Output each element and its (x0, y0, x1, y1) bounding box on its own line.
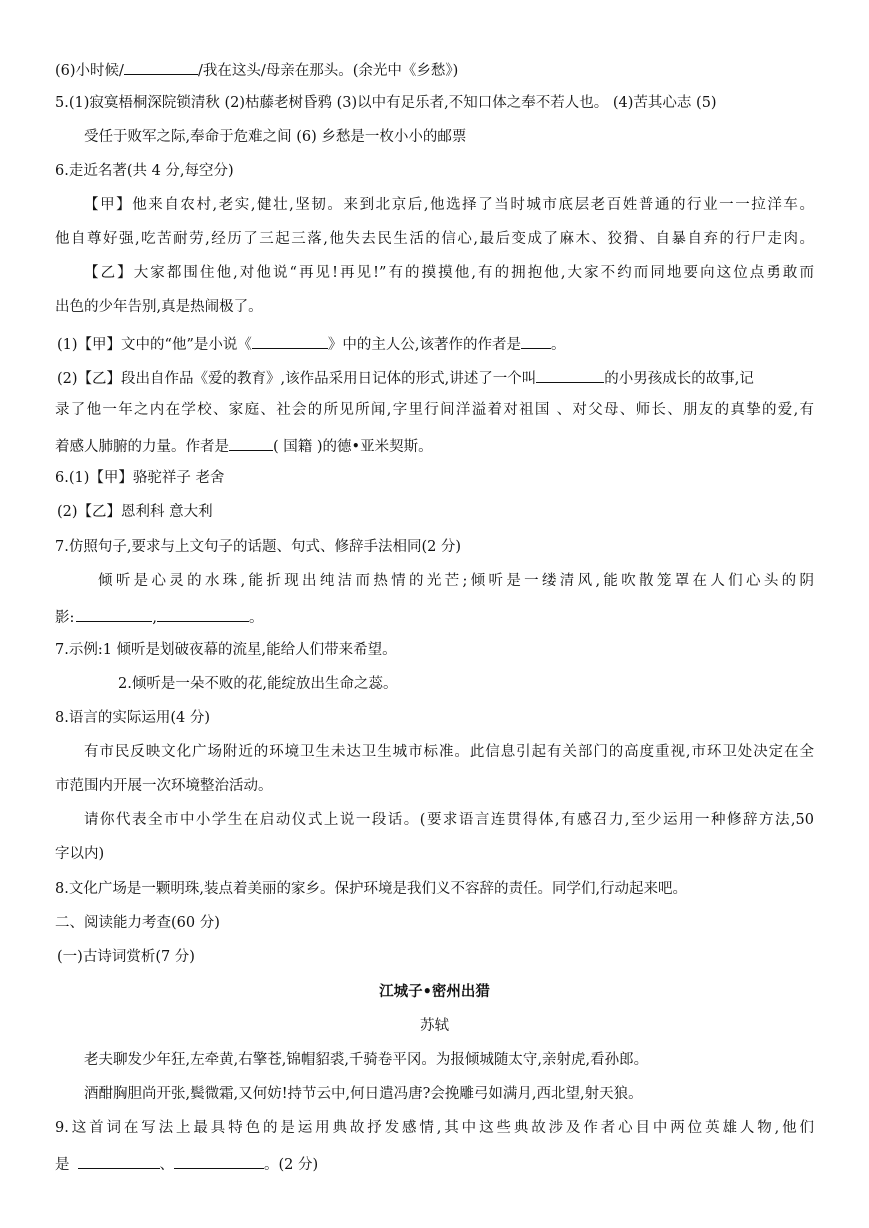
text: 。(2 分) (264, 1157, 319, 1173)
answer-5-line1: 5.(1)寂寞梧桐深院锁清秋 (2)枯藤老树昏鸦 (3)以中有足乐者,不知口体之奉不若人也。 (4)苦其心志 (5) (55, 95, 717, 111)
passage-jia-line1: 【甲】他来自农村,老实,健壮,坚韧。来到北京后,他选择了当时城市底层老百姓普通的行业一一拉洋车。 (84, 197, 814, 213)
q9-line1: 9.这首词在写法上最具特色的是运用典故抒发感情,其中这些典故涉及作者心目中两位英雄人物,他们 (55, 1120, 814, 1136)
q6-6-line (55, 58, 458, 81)
q6-2-line2: 录了他一年之内在学校、家庭、社会的所见所闻,字里行间洋溢着对祖国 、对父母、师长、朋友的真挚的爱,有 (55, 402, 814, 418)
q7-title: 7.仿照句子,要求与上文句子的话题、句式、修辞手法相同(2 分) (55, 539, 462, 555)
text: 、 (159, 1157, 174, 1173)
answer-6-2: (2)【乙】恩利科 意大利 (57, 504, 213, 520)
text: , (152, 610, 157, 626)
answer-8: 8.文化广场是一颗明珠,装点着美丽的家乡。保护环境是我们义不容辞的责任。同学们,行动起来吧。 (55, 881, 688, 897)
answer-blank (521, 332, 551, 349)
q8-para1-line2: 市范围内开展一次环境整治活动。 (55, 778, 273, 794)
answer-blank (252, 332, 328, 349)
q9-line2 (55, 1152, 318, 1175)
text: 。 (550, 337, 566, 353)
answer-7-2: 2.倾听是一朵不败的花,能绽放出生命之蕊。 (118, 676, 398, 692)
q8-para1-line1: 有市民反映文化广场附近的环境卫生未达卫生城市标准。此信息引起有关部门的高度重视,市环卫处决定在全 (84, 744, 814, 760)
passage-yi-line2: 出色的少年告别,真是热闹极了。 (55, 299, 263, 315)
answer-blank (78, 1152, 160, 1169)
poem-author: 苏轼 (420, 1018, 449, 1034)
q8-para2-line2: 字以内) (55, 846, 105, 862)
q7-text-line2 (55, 605, 264, 628)
answer-blank (174, 1152, 264, 1169)
answer-blank (124, 58, 198, 75)
text: 》中的主人公,该著作的作者是 (327, 337, 521, 353)
answer-6-1: 6.(1)【甲】骆驼祥子 老舍 (55, 470, 225, 486)
text: (2)【乙】段出自作品《爱的教育》,该作品采用日记体的形式,讲述了一个叫 (57, 371, 537, 387)
text: /我在这头/母亲在那头。(余光中《乡愁》) (197, 63, 459, 79)
answer-blank (536, 366, 604, 383)
q6-2-line3 (55, 434, 433, 457)
text: 影: (55, 610, 75, 626)
answer-blank (76, 605, 152, 622)
text: ( 国籍 )的德•亚米契斯。 (273, 439, 433, 455)
poem-title: 江城子•密州出猎 (379, 983, 490, 1000)
text: (1)【甲】文中的“他”是小说《 (57, 337, 252, 353)
answer-7-1: 7.示例:1 倾听是划破夜幕的流星,能给人们带来希望。 (55, 642, 397, 658)
q6-1-line (57, 332, 565, 355)
text: 。 (249, 610, 264, 626)
section-2-1-title: (一)古诗词赏析(7 分) (57, 949, 195, 965)
section-2-title: 二、阅读能力考查(60 分) (55, 915, 220, 931)
passage-yi-line1: 【乙】大家都围住他,对他说“再见!再见!”有的摸摸他,有的拥抱他,大家不约而同地要向这位点勇敢而 (84, 265, 814, 281)
poem-line1: 老夫聊发少年狂,左牵黄,右擎苍,锦帽貂裘,千骑卷平冈。为报倾城随太守,亲射虎,看孙郎。 (84, 1052, 649, 1068)
answer-blank (229, 434, 273, 451)
text: 是 (55, 1157, 70, 1173)
text: 的小男孩成长的故事,记 (604, 371, 754, 387)
poem-line2: 酒酣胸胆尚开张,鬓微霜,又何妨!持节云中,何日遣冯唐?会挽雕弓如满月,西北望,射天狼。 (84, 1086, 643, 1102)
q8-para2-line1: 请你代表全市中小学生在启动仪式上说一段话。(要求语言连贯得体,有感召力,至少运用一种修辞方法,50 (84, 812, 814, 828)
passage-jia-line2: 他自尊好强,吃苦耐劳,经历了三起三落,他失去民生活的信心,最后变成了麻木、狡猾、自暴自弃的行尸走肉。 (55, 231, 814, 247)
q6-2-line1 (57, 366, 754, 389)
text: 着感人肺腑的力量。作者是 (55, 439, 229, 455)
answer-blank (157, 605, 249, 622)
answer-5-line2: 受任于败军之际,奉命于危难之间 (6) 乡愁是一枚小小的邮票 (84, 129, 467, 145)
q8-title: 8.语言的实际运用(4 分) (55, 710, 210, 726)
q6-title: 6.走近名著(共 4 分,每空分) (55, 163, 234, 179)
text: (6)小时候/ (55, 63, 124, 79)
q7-text: 倾听是心灵的水珠,能折现出纯洁而热情的光芒;倾听是一缕清风,能吹散笼罩在人们心头的阴 (98, 573, 814, 589)
